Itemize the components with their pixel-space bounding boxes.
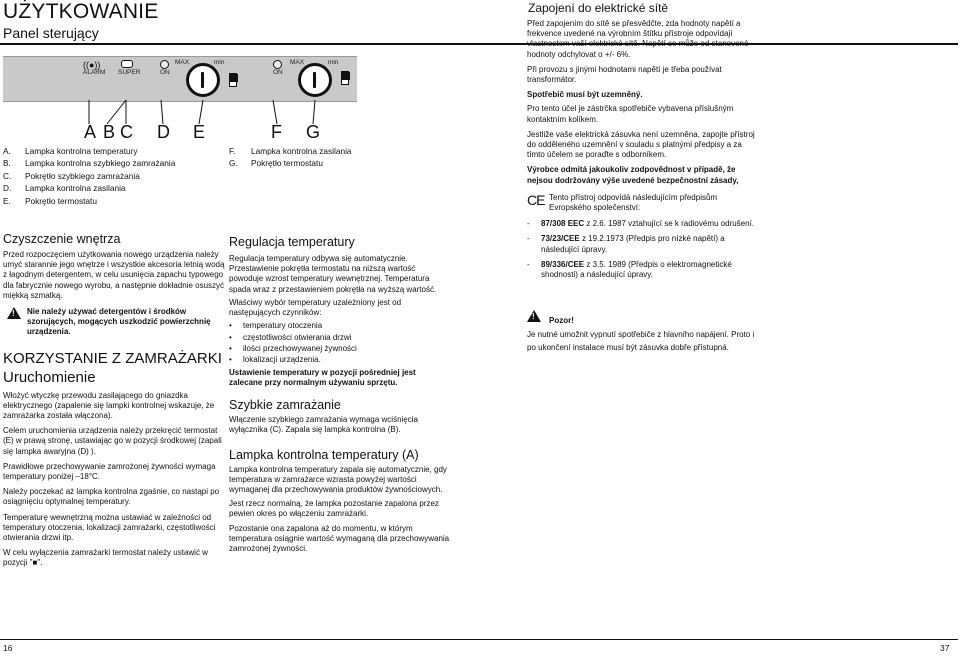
super-button-icon [121, 60, 133, 68]
off-switch-icon [229, 73, 237, 87]
list-item: • częstotliwości otwierania drzwi [229, 332, 352, 342]
warning-block [3, 307, 225, 338]
ce-mark-icon: CE [527, 191, 545, 208]
power-lamp-icon [160, 60, 169, 69]
list-item: • ilości przechowywanej żywności [229, 344, 357, 354]
control-panel-illustration [3, 56, 357, 102]
section-title-control-panel: Panel sterujący [3, 25, 99, 41]
temperature-lamp-title: Lampka kontrolna temperatury (A) [229, 447, 419, 462]
warning-text: Nie należy używać detergentów i środków szorujących, mogących uszkodzić powierzchnię urządzenia. [27, 307, 211, 337]
list-item: - 87/308 EEC z 2.6. 1987 vztahující se k radiovému odrušení. [527, 219, 755, 229]
caution-block [527, 310, 759, 324]
startup-p4: Należy poczekać aż lampka kontrolna zgaśnie, co nastąpi po osiągnięciu optymalnej temperatury. [3, 487, 220, 507]
page-title: UŻYTKOWANIE [3, 0, 159, 23]
lamp-p1: Lampka kontrolna temperatury zapala się automatycznie, gdy temperatura w zamrażarce wzrasta powyżej wartości wymaganej dla przechowywania produktów żywnościowych. [229, 464, 447, 495]
regulation-p2: Właściwy wybór temperatury uzależniony jest od następujących czynników: [229, 297, 402, 318]
electrical-p2: Při provozu s jinými hodnotami napětí je třeba používat transformátor. [527, 64, 722, 85]
label-b: B [103, 122, 116, 142]
factor-list [229, 320, 451, 366]
ce-text: Tento přístroj odpovídá následujícím předpisům Evropského společenství: [549, 192, 718, 213]
label-e: E [193, 122, 206, 142]
startup-p6: W celu wyłączenia zamrażarki termostat należy ustawić w pozycji "■". [3, 548, 208, 568]
column-left [3, 232, 225, 569]
regulation-recommendation: Ustawienie temperatury w pozycji pośredniej jest zalecane przy normalnym używaniu sprzętu. [229, 367, 416, 388]
label-a: A [84, 122, 97, 142]
thermostat-knob-icon [186, 63, 220, 97]
legend-item: D. Lampka kontrolna zasilania [3, 183, 126, 194]
warning-icon: ! [527, 310, 541, 322]
legend-item: E. Pokrętło termostatu [3, 195, 97, 206]
legend-left [3, 145, 218, 207]
startup-p5: Temperaturę wewnętrzną można ustawiać w zależności od temperatury otoczenia, lokalizacji zamrażarki, częstotliwości otwierania drzwi itp. [3, 512, 216, 543]
list-item: • temperatury otoczenia [229, 321, 323, 331]
freezer-usage-title: KORZYSTANIE Z ZAMRAŻARKI [3, 349, 222, 367]
column-middle [229, 235, 451, 554]
footer-rule [0, 639, 958, 640]
alarm-speaker-icon: ((●)) [83, 60, 101, 70]
cleaning-title: Czyszczenie wnętrza [3, 232, 121, 246]
electrical-p7: Je nutné umožnit vypnutí spotřebiče z hlavního napájení. Proto i po ukončení instalace musí být zásuvka dobře přístupná. [527, 330, 755, 353]
list-item: • lokalizacji urządzenia. [229, 355, 321, 365]
max-label: MAX [175, 59, 190, 66]
regulation-p1: Regulacja temperatury odbywa się automatycznie. Przestawienie pokrętła termostatu na niższą wartość powoduje wzrost temperatury wewnętrznej. Temperatura spada wraz z przestawieniem pokrętła na wyższą wartość. [229, 254, 437, 294]
temperature-regulation-title: Regulacja temperatury [229, 235, 355, 249]
ce-block [527, 193, 759, 213]
off-switch-icon-2 [341, 71, 349, 85]
lamp-p3: Pozostanie ona zapalona aż do momentu, w którym temperatura osiągnie wartość wymaganą dla przechowywania zamrożonej żywności. [229, 523, 450, 554]
electrical-p5: Jestliže vaše elektrická zásuvka není uzemněna, zapojte přístroj do odděleného uzemnění v souladu s platnými předpisy a za tímto účelem se poraďte s odborníkem. [527, 129, 755, 160]
directive-list [527, 219, 759, 280]
legend-item: C. Pokrętło szybkiego zamrażania [3, 170, 140, 181]
electrical-p1: Před zapojením do sítě se přesvědčte, zda hodnoty napětí a frekvence uvedené na výrobním štítku přístroje odpovídají vlastnostem vaší elektrické sítě. Napětí se může od stanovené hodnoty odchylovat o +/- 6%. [527, 19, 749, 59]
cleaning-text: Przed rozpoczęciem użytkowania nowego urządzenia należy umyć starannie jego wnętrze i wszystkie akcesoria letnią wodą z łagodnym detergentem, w celu usunięcia zapachu typowego dla fabrycznie nowego wyrobu, a następnie dokładnie osuszyć miękką szmatką. [3, 250, 225, 300]
startup-title: Uruchomienie [3, 368, 96, 386]
super-label: SUPER [118, 69, 141, 76]
page-number-left: 16 [3, 643, 13, 653]
list-item: - 89/336/CEE z 3.5. 1989 (Předpis o elektromagnetické shodnosti) a následující úpravy. [527, 259, 732, 280]
legend-item: B. Lampka kontrolna szybkiego zamrażania [3, 158, 176, 169]
caution-label: Pozor! [549, 316, 574, 326]
warning-icon: ! [7, 307, 21, 319]
min-label-2: min [328, 59, 339, 66]
list-item: - 73/23/CEE z 19.2.1973 (Předpis pro nízké napětí) a následující úpravy. [527, 234, 725, 254]
page-number-right: 37 [940, 643, 950, 653]
column-right [527, 19, 759, 354]
label-d: D [157, 122, 170, 142]
electrical-p4: Pro tento účel je zástrčka spotřebiče vybavena příslušným kontaktním kolíkem. [527, 104, 734, 124]
max-label-2: MAX [290, 59, 305, 66]
grounding-required: Spotřebič musí být uzemněný. [527, 90, 643, 100]
section-title-electrical: Zapojení do elektrické sítě [528, 1, 669, 15]
startup-p1: Włożyć wtyczkę przewodu zasilającego do gniazdka elektrycznego (zapalenie się lampki kontrolnej wskazuje, że zamrażarka została włączona). [3, 390, 215, 421]
legend-item: F. Lampka kontrolna zasilania [229, 146, 352, 156]
label-f: F [271, 122, 282, 142]
on-label: ON [160, 69, 170, 76]
power-lamp-icon-2 [273, 60, 282, 69]
alarm-label: ALARM [83, 69, 106, 76]
liability-notice: Výrobce odmítá jakoukoliv zodpovědnost v případě, že nejsou dodržovány výše uvedené bezpečnostní zásady, [527, 165, 739, 185]
legend-item: G. Pokrętło termostatu [229, 158, 323, 169]
min-label: min [214, 59, 225, 66]
legend-right [229, 145, 369, 170]
label-g: G [306, 122, 321, 142]
thermostat-knob-icon-2 [298, 63, 332, 97]
lamp-p2: Jest rzecz normalną, że lampka pozostanie zapalona przez pewien okres po włączeniu zamrażarki. [229, 499, 439, 519]
on-label-2: ON [273, 69, 283, 76]
legend-item: A. Lampka kontrolna temperatury [3, 146, 138, 156]
startup-p3: Prawidłowe przechowywanie zamrożonej żywności wymaga temperatury poniżej –18°C. [3, 461, 216, 482]
startup-p2: Celem uruchomienia urządzenia należy przekręcić termostat (E) w prawą stronę, ustawiając go w pozycji środkowej (zapali się lampka awaryjna (D) ). [3, 426, 222, 456]
fast-freeze-title: Szybkie zamrażanie [229, 398, 341, 413]
fast-freeze-text: Włączenie szybkiego zamrażania wymaga wciśnięcia wyłącznika (C). Zapala się lampka kontrolna (B). [229, 415, 418, 435]
label-c: C [120, 122, 133, 142]
header-rule [0, 43, 958, 45]
